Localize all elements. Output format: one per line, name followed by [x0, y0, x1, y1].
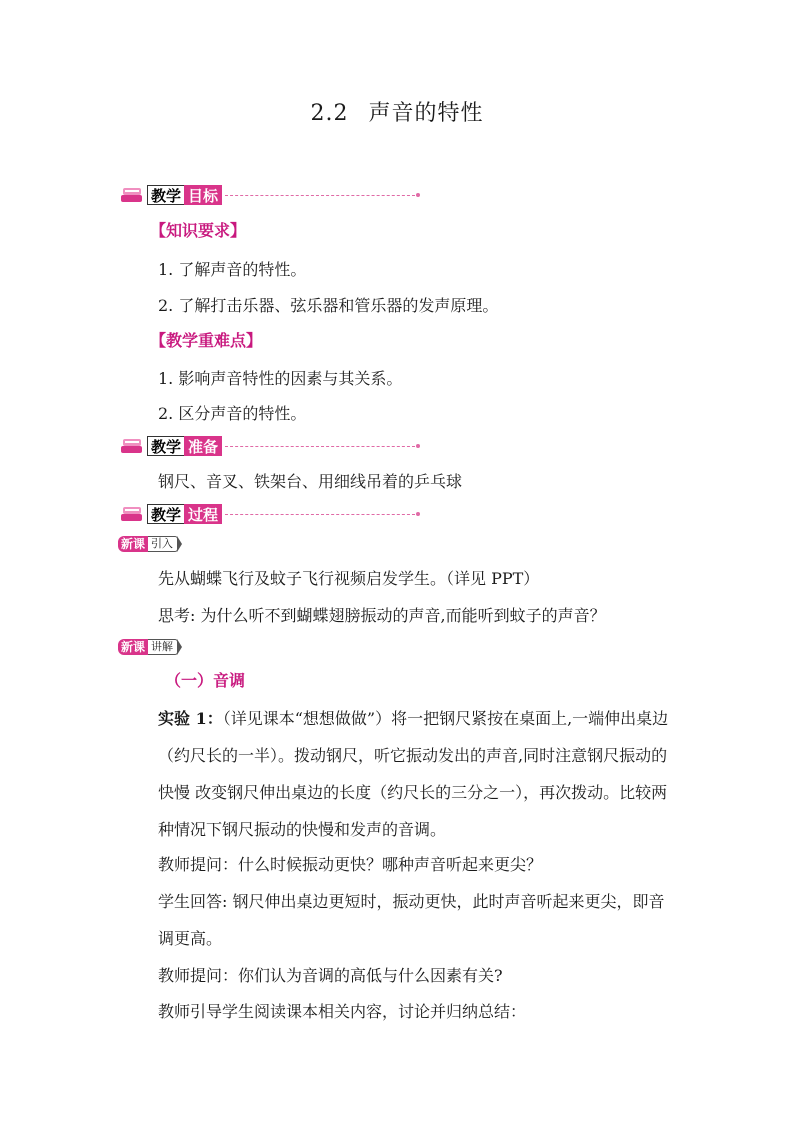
- books-icon: [120, 504, 144, 524]
- experiment-text: （详见课本“想想做做”）将一把钢尺紧按在桌面上,一端伸出桌边（约尺长的一半）。拨动钢尺，听它振动发出的声音,同时注意钢尺振动的快慢 改变钢尺伸出桌边的长度（约尺长的三分之一），再次拨动。比较两种情况下钢尺振动的快慢和发声的音调。: [158, 709, 669, 839]
- teacher-question-1: [116, 846, 680, 883]
- intro-line-1: 先从蝴蝶飞行及蚊子飞行视频启发学生。（详见 PPT）: [158, 569, 540, 588]
- experiment-label: 实验 1：: [158, 709, 223, 728]
- intro-line-2: 思考: 为什么听不到蝴蝶翅膀振动的声音,而能听到蚊子的声音？: [158, 606, 606, 625]
- section-label: [147, 436, 222, 456]
- knowledge-item-1: 1. 了解声音的特性。: [158, 260, 307, 279]
- tag-part2: 引入: [148, 536, 178, 552]
- knowledge-heading: 【知识要求】: [150, 221, 247, 240]
- section-label-part2: 准备: [184, 436, 222, 456]
- tag-part2: 讲解: [148, 639, 178, 655]
- books-icon: [120, 436, 144, 456]
- dashed-divider: [225, 446, 415, 447]
- teacher-question-2: [116, 957, 680, 994]
- section-label-part2: 过程: [184, 504, 222, 524]
- page-title: [0, 96, 794, 127]
- section-label-part2: 目标: [184, 185, 222, 205]
- teacher-guide: [116, 993, 680, 1030]
- dashed-divider: [225, 514, 415, 515]
- section-header-prep: [120, 435, 420, 457]
- section-number: 2.2: [310, 101, 349, 126]
- tag-part1: 新课: [118, 536, 148, 552]
- intro-tag: [118, 535, 182, 553]
- section-header-goals: [120, 184, 420, 206]
- divider-dot: [416, 444, 420, 448]
- lecture-tag: [118, 638, 182, 656]
- books-icon: [120, 185, 144, 205]
- prep-materials: 钢尺、音叉、铁架台、用细线吊着的乒乓球: [158, 472, 463, 491]
- title-text: 声音的特性: [368, 101, 484, 126]
- section-label-part1: 教学: [147, 185, 184, 205]
- knowledge-item-2: 2. 了解打击乐器、弦乐器和管乐器的发声原理。: [158, 296, 499, 315]
- experiment-paragraph: [116, 700, 680, 848]
- divider-dot: [416, 193, 420, 197]
- section-label-part1: 教学: [147, 504, 184, 524]
- section-label-part1: 教学: [147, 436, 184, 456]
- pitch-heading: （一）音调: [165, 671, 246, 690]
- teacher-question-2-text: 教师提问：你们认为音调的高低与什么因素有关?: [158, 966, 503, 985]
- tag-part1: 新课: [118, 639, 148, 655]
- teacher-question-1-text: 教师提问：什么时候振动更快？哪种声音听起来更尖？: [158, 855, 543, 874]
- key-item-1: 1. 影响声音特性的因素与其关系。: [158, 369, 403, 388]
- dashed-divider: [225, 195, 415, 196]
- student-answer-1: [116, 883, 680, 957]
- key-points-heading: 【教学重难点】: [150, 331, 263, 350]
- student-answer-1-text: 学生回答: 钢尺伸出桌边更短时，振动更快，此时声音听起来更尖，即音调更高。: [158, 892, 665, 948]
- section-header-process: [120, 503, 420, 525]
- section-label: [147, 504, 222, 524]
- section-label: [147, 185, 222, 205]
- key-item-2: 2. 区分声音的特性。: [158, 404, 307, 423]
- teacher-guide-text: 教师引导学生阅读课本相关内容，讨论并归纳总结：: [158, 1002, 527, 1021]
- divider-dot: [416, 512, 420, 516]
